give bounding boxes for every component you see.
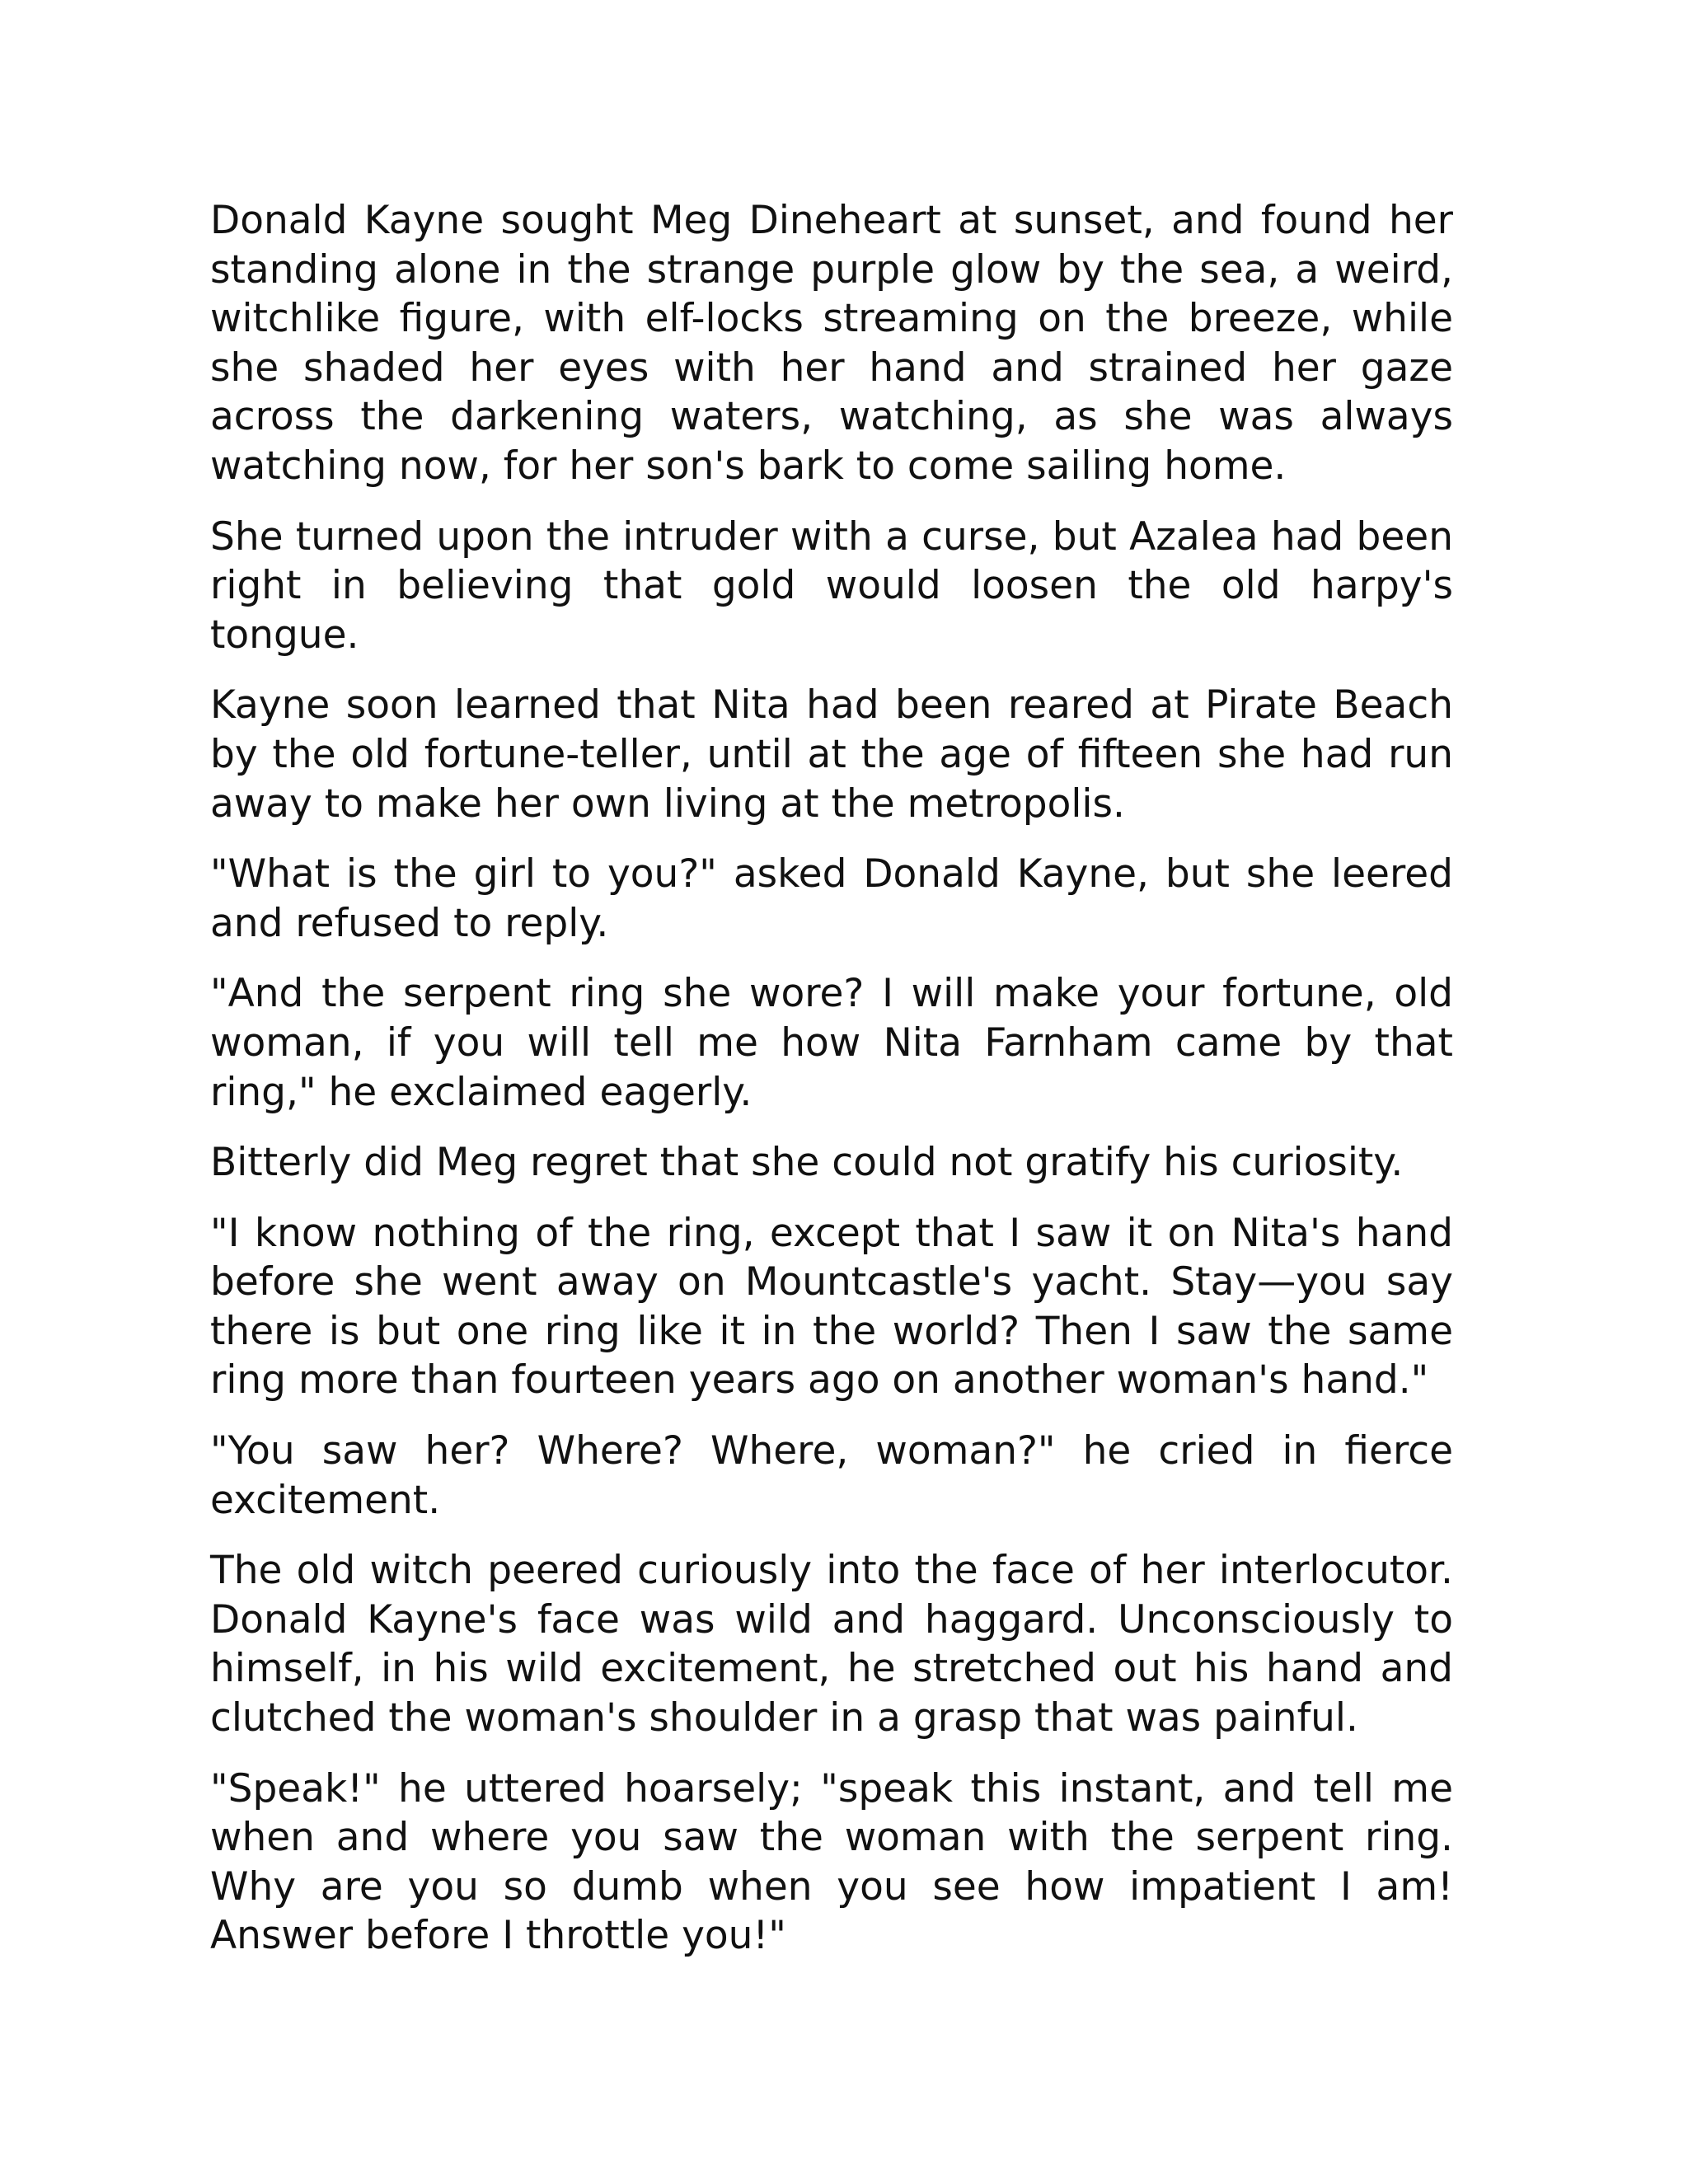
paragraph-6: Bitterly did Meg regret that she could not gratify his curiosity. xyxy=(210,1140,1404,1186)
paragraph-7: "I know nothing of the ring, except that I saw it on Nita's hand before she went away on Mountcastle's yacht. Stay—you say there is but one ring like it in the world? Then I saw the same ring more than fourteen years ago on another woman's hand." xyxy=(210,1210,1453,1404)
body-text xyxy=(210,196,1453,1982)
paragraph-2: She turned upon the intruder with a curse, but Azalea had been right in believing that gold would loosen the old harpy's tongue. xyxy=(210,513,1453,658)
paragraph-1: Donald Kayne sought Meg Dineheart at sunset, and found her standing alone in the strange purple glow by the sea, a weird, witchlike figure, with elf-locks streaming on the breeze, while she shaded her eyes with her hand and strained her gaze across the darkening waters, watching, as she was always watching now, for her son's bark to come sailing home. xyxy=(210,198,1453,489)
paragraph-5: "And the serpent ring she wore? I will make your fortune, old woman, if you will tell me how Nita Farnham came by that ring," he exclaimed eagerly. xyxy=(210,971,1453,1115)
paragraph-10: "Speak!" he uttered hoarsely; "speak this instant, and tell me when and where you saw the woman with the serpent ring. Why are you so dumb when you see how impatient I am! Answer before I throttle you!" xyxy=(210,1765,1453,1959)
paragraph-3: Kayne soon learned that Nita had been reared at Pirate Beach by the old fortune-teller, until at the age of fifteen she had run away to make her own living at the metropolis. xyxy=(210,682,1453,827)
paragraph-9: The old witch peered curiously into the face of her interlocutor. Donald Kayne's face was wild and haggard. Unconsciously to himself, in his wild excitement, he stretched out his hand and clutched the woman's shoulder in a grasp that was painful. xyxy=(210,1548,1453,1741)
paragraph-4: "What is the girl to you?" asked Donald Kayne, but she leered and refused to reply. xyxy=(210,851,1453,946)
paragraph-8: "You saw her? Where? Where, woman?" he cried in fierce excitement. xyxy=(210,1428,1453,1523)
